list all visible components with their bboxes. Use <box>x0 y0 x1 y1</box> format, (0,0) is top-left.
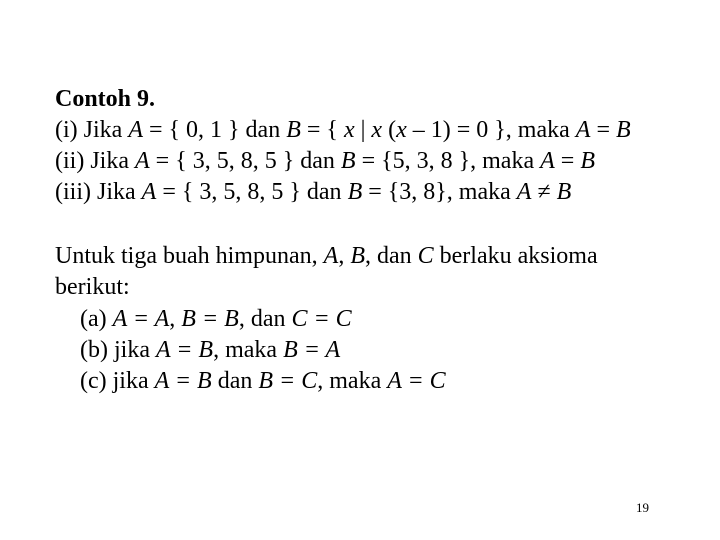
axiom-c-label: (c) jika <box>80 368 155 394</box>
example-title: Contoh 9. <box>55 86 156 112</box>
set-a-symbol: A <box>323 243 339 269</box>
example-ii-label: (ii) Jika <box>55 148 135 174</box>
intro-comma: , <box>338 243 351 269</box>
conclusion-relation: = <box>554 148 581 174</box>
axiom-a <box>80 304 352 334</box>
axiom-c <box>80 366 446 396</box>
set-b-symbol: B <box>340 148 356 174</box>
paren-open: ( <box>382 117 397 143</box>
set-b-open: = { <box>300 117 344 143</box>
variable-x: x <box>396 117 407 143</box>
conclusion-a: A <box>575 117 591 143</box>
set-b-definition: = {5, 3, 8 }, maka <box>355 148 541 174</box>
set-a-symbol: A <box>134 148 150 174</box>
axiom-b-sep1: , maka <box>213 337 284 363</box>
conclusion-b: B <box>615 117 631 143</box>
axiom-intro-line2: berikut: <box>55 274 130 300</box>
axiom-c-term1: A = B <box>154 368 212 394</box>
axiom-b <box>80 335 340 365</box>
axiom-b-label: (b) jika <box>80 337 156 363</box>
conclusion-a: A <box>540 148 555 174</box>
axiom-a-label: (a) <box>80 306 113 332</box>
set-a-symbol: A <box>128 117 143 143</box>
variable-x: x <box>343 117 355 143</box>
set-a-definition: = { 3, 5, 8, 5 } dan <box>149 148 341 174</box>
axiom-c-sep2: , maka <box>317 368 388 394</box>
axiom-a-term1: A = A <box>112 306 170 332</box>
intro-text: Untuk tiga buah himpunan, <box>55 243 324 269</box>
axiom-a-sep1: , <box>169 306 182 332</box>
example-i <box>55 115 631 145</box>
variable-x: x <box>371 117 383 143</box>
axiom-a-term3: C = C <box>291 306 352 332</box>
example-iii-label: (iii) Jika <box>55 179 142 205</box>
conclusion-relation: = <box>590 117 616 143</box>
conclusion-b: B <box>556 179 572 205</box>
equation-tail: – 1) = 0 }, maka <box>406 117 576 143</box>
set-builder-bar: | <box>354 117 372 143</box>
example-i-label: (i) Jika <box>55 117 129 143</box>
set-a-definition: = { 0, 1 } dan <box>142 117 287 143</box>
intro-dan: , dan <box>364 243 418 269</box>
axiom-c-sep1: dan <box>211 368 259 394</box>
axiom-a-term2: B = B <box>181 306 239 332</box>
set-a-definition: = { 3, 5, 8, 5 } dan <box>156 179 348 205</box>
axiom-c-term3: A = C <box>387 368 446 394</box>
conclusion-relation: ≠ <box>531 179 557 205</box>
conclusion-b: B <box>580 148 595 174</box>
intro-text-end: berlaku aksioma <box>433 243 598 269</box>
set-c-symbol: C <box>417 243 434 269</box>
set-a-symbol: A <box>141 179 157 205</box>
example-iii <box>55 177 571 207</box>
axiom-b-term1: A = B <box>155 337 214 363</box>
conclusion-a: A <box>516 179 532 205</box>
axiom-a-sep2: , dan <box>238 306 292 332</box>
axiom-b-term2: B = A <box>283 337 341 363</box>
page-number: 19 <box>636 500 649 515</box>
set-b-definition: = {3, 8}, maka <box>362 179 517 205</box>
set-b-symbol: B <box>286 117 301 143</box>
example-ii <box>55 146 595 176</box>
set-b-symbol: B <box>347 179 363 205</box>
axiom-intro-line1 <box>55 241 598 271</box>
set-b-symbol: B <box>350 243 365 269</box>
axiom-c-term2: B = C <box>258 368 318 394</box>
